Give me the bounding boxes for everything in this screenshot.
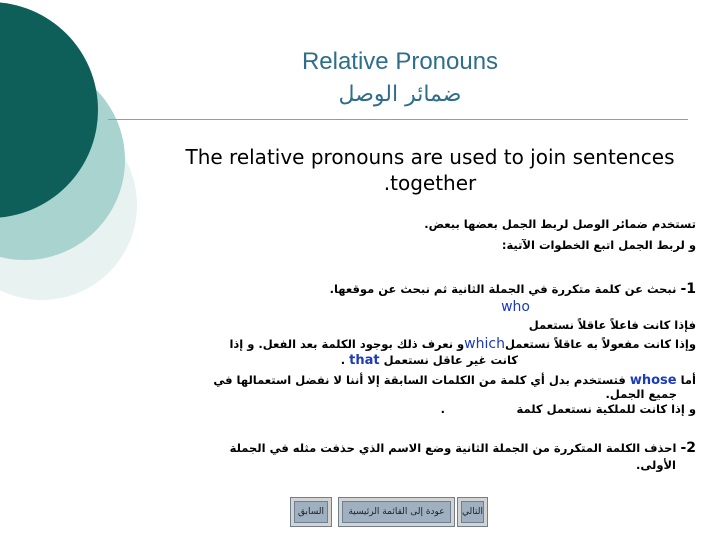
whose-text-b: فتستخدم بدل أي كلمة من الكلمات السابقة إلا أننا لا نفضل استعمالها في	[213, 373, 626, 387]
line-steps: و لربط الجمل اتبع الخطوات الآتية:	[501, 238, 696, 252]
step1-text: نبحث عن كلمة متكررة في الجملة الثانية ثم نبحث عن موقعها.	[329, 282, 677, 296]
title-divider	[108, 119, 688, 120]
who-label: who	[501, 299, 530, 315]
line-which	[229, 336, 696, 352]
prev-button[interactable]	[290, 497, 332, 527]
which-text-a: وإذا كانت مفعولاً به عاقلاً نستعمل	[504, 337, 696, 351]
line-who: فإذا كانت فاعلاً عاقلاً نستعمل	[528, 318, 696, 332]
slide-title: Relative Pronouns	[301, 48, 499, 75]
step1-number: 1-	[680, 281, 696, 297]
home-button[interactable]	[338, 497, 455, 527]
keyword-who	[501, 299, 530, 315]
step2	[230, 440, 696, 456]
line-possessive: و إذا كانت للملكية نستعمل كلمة	[516, 402, 696, 416]
possessive-dot: .	[440, 402, 445, 416]
whose-text-a: أما	[680, 373, 696, 387]
that-text-b: .	[340, 353, 346, 367]
prev-button-label: السابق	[294, 501, 328, 523]
that-label: that	[349, 353, 380, 368]
next-button-label: التالي	[461, 501, 484, 523]
which-label: which	[464, 336, 505, 352]
intro-english: The relative pronouns are used to join sentences together.	[185, 145, 675, 195]
line-that	[341, 353, 518, 368]
step2-number: 2-	[680, 440, 696, 456]
step1	[330, 281, 696, 297]
next-button[interactable]	[457, 497, 488, 527]
line-usage: تستخدم ضمائر الوصل لربط الجمل بعضها ببعض.	[424, 217, 696, 231]
step2-text: احذف الكلمة المتكررة من الجملة الثانية وضع الاسم الذي حذفت مثله في الجملة	[229, 441, 677, 455]
that-text-a: كانت غير عاقل نستعمل	[383, 353, 518, 367]
home-button-label: عودة إلى القائمة الرئيسية	[342, 501, 451, 523]
which-text-b: و نعرف ذلك بوجود الكلمة بعد الفعل. و إذا	[229, 337, 465, 351]
whose-label: whose	[629, 373, 677, 388]
slide-title-arabic: ضمائر الوصل	[338, 82, 462, 107]
line-whose	[213, 373, 696, 388]
line-whose-cont: جميع الجمل.	[605, 387, 677, 401]
step2-cont: الأولى.	[636, 458, 676, 472]
